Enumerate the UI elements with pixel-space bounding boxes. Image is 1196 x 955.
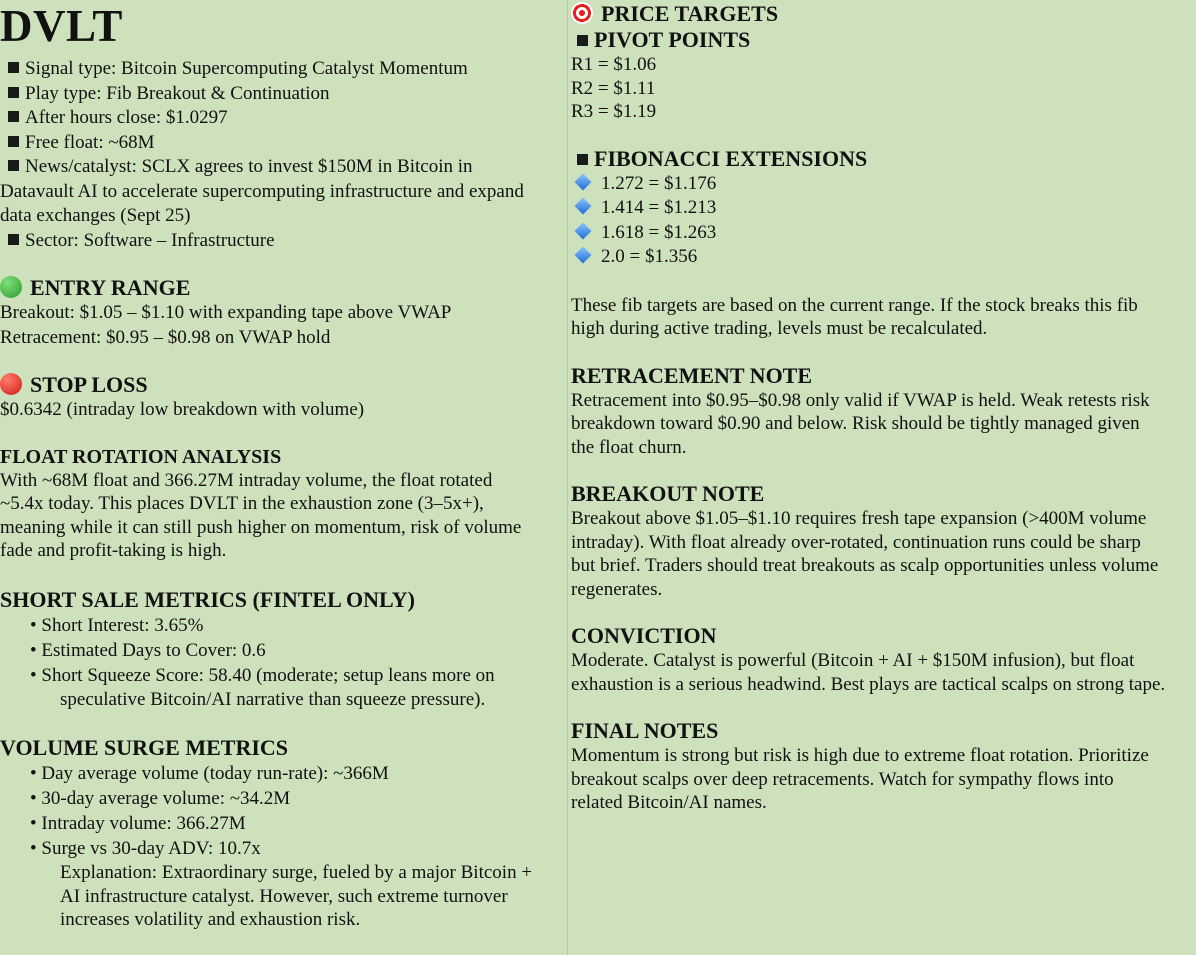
entry-breakout: Breakout: $1.05 – $1.10 with expanding tape above VWAP (0, 302, 452, 323)
float-rotation-line: With ~68M float and 366.27M intraday volume, the float rotated (0, 469, 493, 491)
stop-loss-value: $0.6342 (intraday low breakdown with volume) (0, 399, 365, 420)
square-bullet-icon (8, 160, 19, 171)
short-sale-list (0, 613, 566, 688)
overview-item: Signal type: Bitcoin Supercomputing Catalyst Momentum (0, 57, 566, 82)
conviction-heading: CONVICTION (571, 623, 717, 648)
green-circle-icon (0, 276, 22, 298)
pivot-r2: R2 = $1.11 (571, 77, 656, 99)
overview-item: After hours close: $1.0297 (0, 106, 566, 131)
fibonacci-heading: FIBONACCI EXTENSIONS (571, 146, 1196, 172)
stop-loss-heading: STOP LOSS (0, 372, 566, 398)
fib-level: 1.272 = $1.176 (571, 172, 1196, 197)
conviction-line: Moderate. Catalyst is powerful (Bitcoin + AI + $150M infusion), but float (571, 650, 1135, 671)
breakout-note-heading: BREAKOUT NOTE (571, 481, 765, 506)
breakout-note-line: but brief. Traders should treat breakouts as scalp opportunities unless volume (571, 555, 1159, 576)
overview-item: Play type: Fib Breakout & Continuation (0, 82, 566, 107)
square-bullet-icon (577, 154, 588, 165)
retracement-note-line: breakdown toward $0.90 and below. Risk should be tightly managed given (571, 413, 1140, 434)
entry-retracement: Retracement: $0.95 – $0.98 on VWAP hold (0, 326, 331, 348)
pivot-r1: R1 = $1.06 (571, 54, 657, 75)
square-bullet-icon (8, 87, 19, 98)
breakout-note-line: intraday). With float already over-rotated, continuation runs could be sharp (571, 531, 1141, 553)
float-rotation-heading: FLOAT ROTATION ANALYSIS (0, 445, 282, 468)
square-bullet-icon (577, 35, 588, 46)
conviction-line: exhaustion is a serious headwind. Best plays are tactical scalps on strong tape. (571, 673, 1166, 695)
volume-surge-heading: VOLUME SURGE METRICS (0, 735, 289, 760)
column-divider (567, 0, 568, 955)
volume-surge-item: • Day average volume (today run-rate): ~366M (30, 761, 566, 786)
short-sale-item: • Estimated Days to Cover: 0.6 (30, 638, 566, 663)
fib-level: 2.0 = $1.356 (571, 245, 1196, 270)
ticker-title: DVLT (0, 1, 123, 51)
volume-surge-item: • Surge vs 30-day ADV: 10.7x (30, 836, 566, 861)
pivot-points-heading: PIVOT POINTS (571, 27, 1196, 53)
short-sale-continuation: speculative Bitcoin/AI narrative than squeeze pressure). (60, 688, 486, 710)
right-column (571, 0, 1196, 815)
volume-explanation-line: Explanation: Extraordinary surge, fueled by a major Bitcoin + (60, 862, 533, 883)
overview-item-wrap: data exchanges (Sept 25) (0, 205, 191, 226)
final-notes-line: breakout scalps over deep retracements. Watch for sympathy flows into (571, 768, 1114, 790)
pivot-r3: R3 = $1.19 (571, 101, 657, 122)
fib-note-line: high during active trading, levels must be recalculated. (571, 318, 988, 339)
square-bullet-icon (8, 234, 19, 245)
fib-note-line: These fib targets are based on the current range. If the stock breaks this fib (571, 294, 1138, 316)
blue-diamond-icon (575, 247, 592, 264)
target-dart-icon (571, 2, 593, 24)
short-sale-item: • Short Squeeze Score: 58.40 (moderate; setup leans more on (30, 663, 566, 688)
volume-surge-list (0, 761, 566, 861)
breakout-note-line: Breakout above $1.05–$1.10 requires fresh tape expansion (>400M volume (571, 508, 1147, 529)
blue-diamond-icon (575, 198, 592, 215)
float-rotation-line: meaning while it can still push higher on momentum, risk of volume (0, 516, 522, 538)
float-rotation-line: ~5.4x today. This places DVLT in the exhaustion zone (3–5x+), (0, 493, 484, 514)
retracement-note-line: Retracement into $0.95–$0.98 only valid if VWAP is held. Weak retests risk (571, 389, 1150, 411)
fib-level: 1.414 = $1.213 (571, 196, 1196, 221)
overview-item: Sector: Software – Infrastructure (0, 229, 566, 254)
overview-item-wrap: Datavault AI to accelerate supercomputing infrastructure and expand (0, 180, 524, 202)
square-bullet-icon (8, 62, 19, 73)
retracement-note-heading: RETRACEMENT NOTE (571, 362, 813, 388)
final-notes-line: related Bitcoin/AI names. (571, 792, 767, 813)
volume-surge-item: • Intraday volume: 366.27M (30, 811, 566, 836)
overview-item: News/catalyst: SCLX agrees to invest $150M in Bitcoin in (0, 155, 566, 180)
volume-explanation-line: AI infrastructure catalyst. However, such extreme turnover (60, 885, 508, 907)
price-targets-heading: PRICE TARGETS (571, 1, 1196, 27)
blue-diamond-icon (575, 173, 592, 190)
volume-surge-item: • 30-day average volume: ~34.2M (30, 786, 566, 811)
entry-range-heading: ENTRY RANGE (0, 275, 566, 301)
square-bullet-icon (8, 111, 19, 122)
short-sale-heading: SHORT SALE METRICS (FINTEL ONLY) (0, 586, 415, 612)
retracement-note-line: the float churn. (571, 436, 687, 458)
short-sale-item: • Short Interest: 3.65% (30, 613, 566, 638)
blue-diamond-icon (575, 222, 592, 239)
final-notes-heading: FINAL NOTES (571, 718, 719, 743)
volume-explanation-line: increases volatility and exhaustion risk. (60, 909, 361, 930)
final-notes-line: Momentum is strong but risk is high due to extreme float rotation. Prioritize (571, 745, 1149, 766)
left-column (0, 0, 566, 932)
overview-list (0, 57, 566, 253)
float-rotation-line: fade and profit-taking is high. (0, 540, 227, 561)
fib-level: 1.618 = $1.263 (571, 221, 1196, 246)
red-circle-icon (0, 373, 22, 395)
breakout-note-line: regenerates. (571, 578, 663, 600)
overview-item: Free float: ~68M (0, 131, 566, 156)
square-bullet-icon (8, 136, 19, 147)
